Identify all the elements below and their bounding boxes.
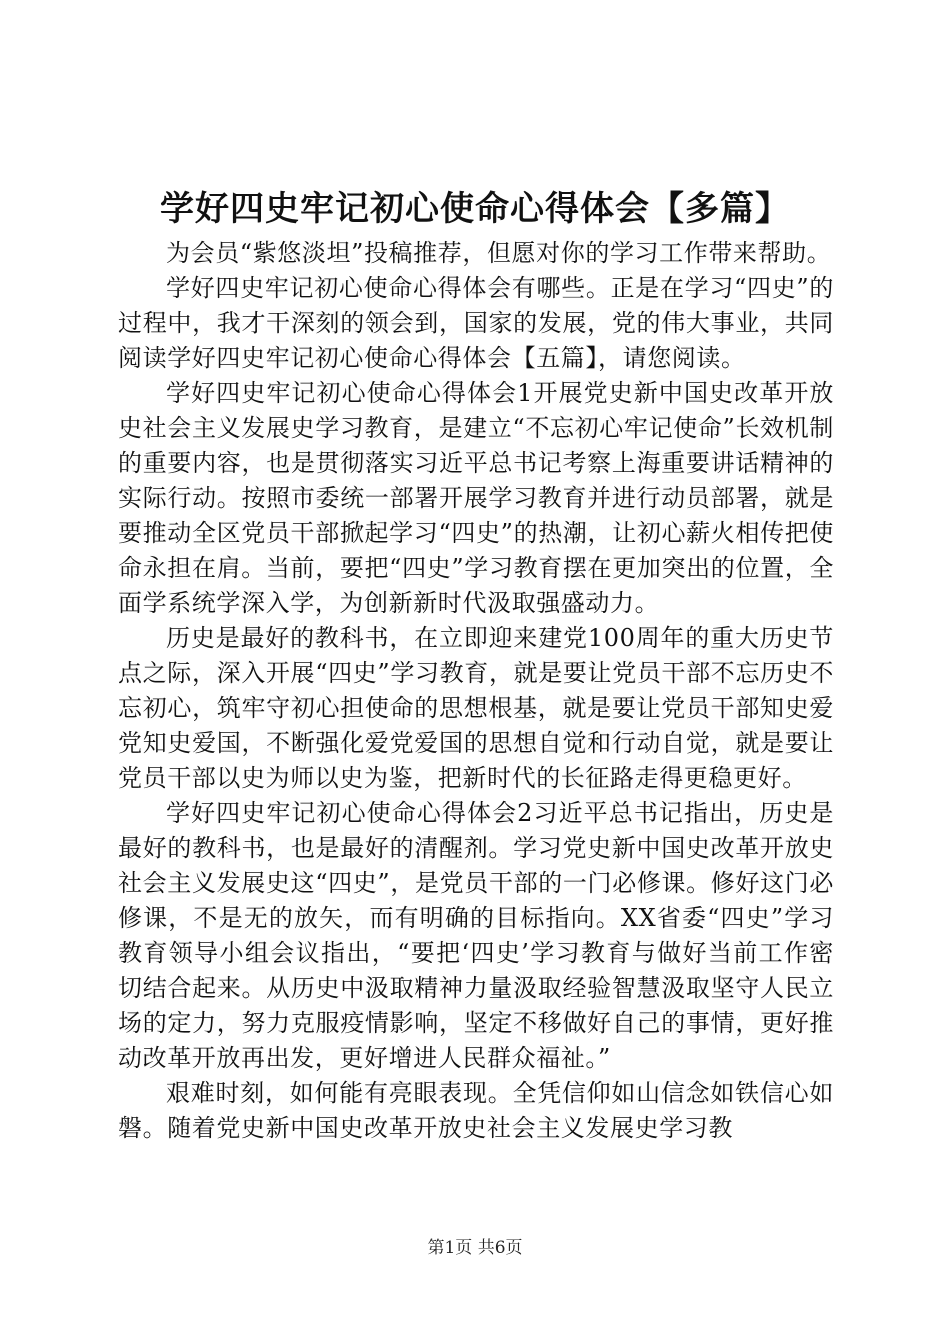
paragraph: 学好四史牢记初心使命心得体会1开展党史新中国史改革开放史社会主义发展史学习教育，是建立“不忘初心牢记使命”长效机制的重要内容，也是贯彻落实习近平总书记考察上海重要讲话精神的实际行动。按照市委统一部署开展学习教育并进行动员部署，就是要推动全区党员干部掀起学习“四史”的热潮，让初心薪火相传把使命永担在肩。当前，要把“四史”学习教育摆在更加突出的位置，全面学系统学深入学，为创新新时代汲取强盛动力。	[118, 379, 834, 617]
paragraph: 为会员“紫悠淡坦”投稿推荐，但愿对你的学习工作带来帮助。	[166, 239, 832, 267]
paragraph: 学好四史牢记初心使命心得体会2习近平总书记指出，历史是最好的教科书，也是最好的清醒剂。学习党史新中国史改革开放史社会主义发展史这“四史”，是党员干部的一门必修课。修好这门必修课，不是无的放矢，而有明确的目标指向。XX省委“四史”学习教育领导小组会议指出，“要把‘四史’学习教育与做好当前工作密切结合起来。从历史中汲取精神力量汲取经验智慧汲取坚守人民立场的定力，努力克服疫情影响，坚定不移做好自己的事情，更好推动改革开放再出发，更好增进人民群众福祉。”	[118, 799, 834, 1072]
paragraph: 艰难时刻，如何能有亮眼表现。全凭信仰如山信念如铁信心如磐。随着党史新中国史改革开放史社会主义发展史学习教	[118, 1079, 834, 1142]
paragraph: 学好四史牢记初心使命心得体会有哪些。正是在学习“四史”的过程中，我才干深刻的领会到，国家的发展，党的伟大事业，共同阅读学好四史牢记初心使命心得体会【五篇】，请您阅读。	[118, 274, 834, 372]
document-body	[118, 236, 834, 1146]
page-number-footer: 第1页 共6页	[427, 1238, 523, 1258]
document-title: 学好四史牢记初心使命心得体会【多篇】	[160, 189, 790, 229]
paragraph: 历史是最好的教科书，在立即迎来建党100周年的重大历史节点之际，深入开展“四史”学习教育，就是要让党员干部不忘历史不忘初心，筑牢守初心担使命的思想根基，就是要让党员干部知史爱党知史爱国，不断强化爱党爱国的思想自觉和行动自觉，就是要让党员干部以史为师以史为鉴，把新时代的长征路走得更稳更好。	[118, 624, 834, 792]
